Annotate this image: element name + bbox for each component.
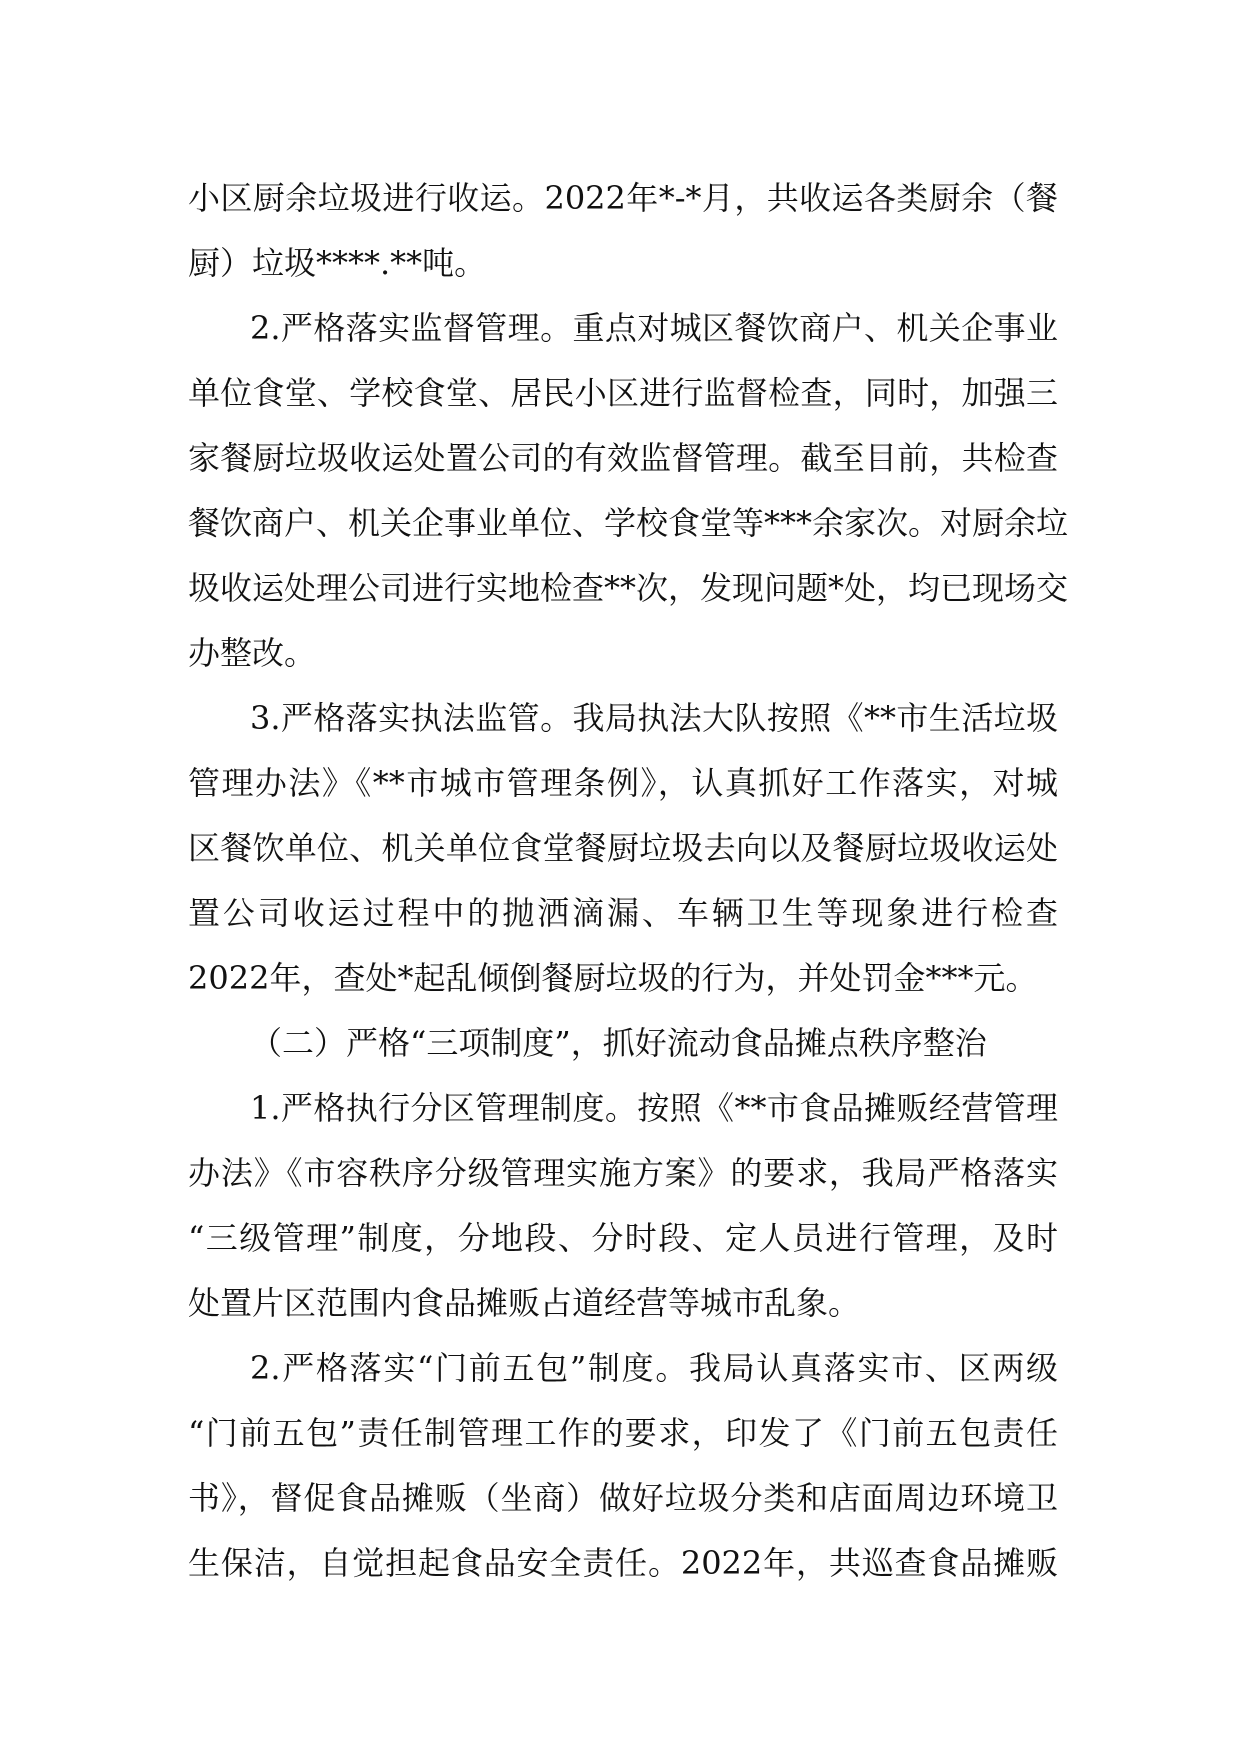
paragraph-line: 圾收运处理公司进行实地检查**次，发现问题*处，均已现场交 [188, 569, 1069, 607]
paragraph-line: 2.严格落实监督管理。重点对城区餐饮商户、机关企事业 [250, 309, 1058, 347]
paragraph-line: 管理办法》《**市城市管理条例》，认真抓好工作落实，对城 [188, 764, 1058, 802]
paragraph-line: 区餐饮单位、机关单位食堂餐厨垃圾去向以及餐厨垃圾收运处 [188, 829, 1058, 867]
paragraph-line: “门前五包”责任制管理工作的要求，印发了《门前五包责任 [188, 1414, 1058, 1452]
paragraph-line: 生保洁，自觉担起食品安全责任。2022年，共巡查食品摊贩 [188, 1544, 1058, 1582]
paragraph-line: 2.严格落实“门前五包”制度。我局认真落实市、区两级 [250, 1349, 1058, 1387]
paragraph-line: 1.严格执行分区管理制度。按照《**市食品摊贩经营管理 [250, 1089, 1058, 1127]
paragraph-line: 置公司收运过程中的抛洒滴漏、车辆卫生等现象进行检查 [188, 894, 1058, 932]
document-body [188, 166, 1069, 1596]
paragraph-line: 处置片区范围内食品摊贩占道经营等城市乱象。 [188, 1284, 861, 1322]
paragraph-line: 办法》《市容秩序分级管理实施方案》的要求，我局严格落实 [188, 1154, 1058, 1192]
paragraph-line: 3.严格落实执法监管。我局执法大队按照《**市生活垃圾 [250, 699, 1058, 737]
paragraph-line: 办整改。 [188, 634, 317, 672]
paragraph-line: 2022年，查处*起乱倾倒餐厨垃圾的行为，并处罚金***元。 [188, 959, 1038, 997]
paragraph-line: 家餐厨垃圾收运处置公司的有效监督管理。截至目前，共检查 [188, 439, 1058, 477]
paragraph-line: 厨）垃圾****.**吨。 [188, 244, 487, 282]
paragraph-line: 小区厨余垃圾进行收运。2022年*-*月，共收运各类厨余（餐 [188, 179, 1058, 217]
paragraph-line: 书》，督促食品摊贩（坐商）做好垃圾分类和店面周边环境卫 [188, 1479, 1058, 1517]
paragraph-line: “三级管理”制度，分地段、分时段、定人员进行管理，及时 [188, 1219, 1058, 1257]
section-heading: （二）严格“三项制度”，抓好流动食品摊点秩序整治 [250, 1024, 987, 1062]
paragraph-line: 单位食堂、学校食堂、居民小区进行监督检查，同时，加强三 [188, 374, 1058, 412]
paragraph-line: 餐饮商户、机关企事业单位、学校食堂等***余家次。对厨余垃 [188, 504, 1069, 542]
